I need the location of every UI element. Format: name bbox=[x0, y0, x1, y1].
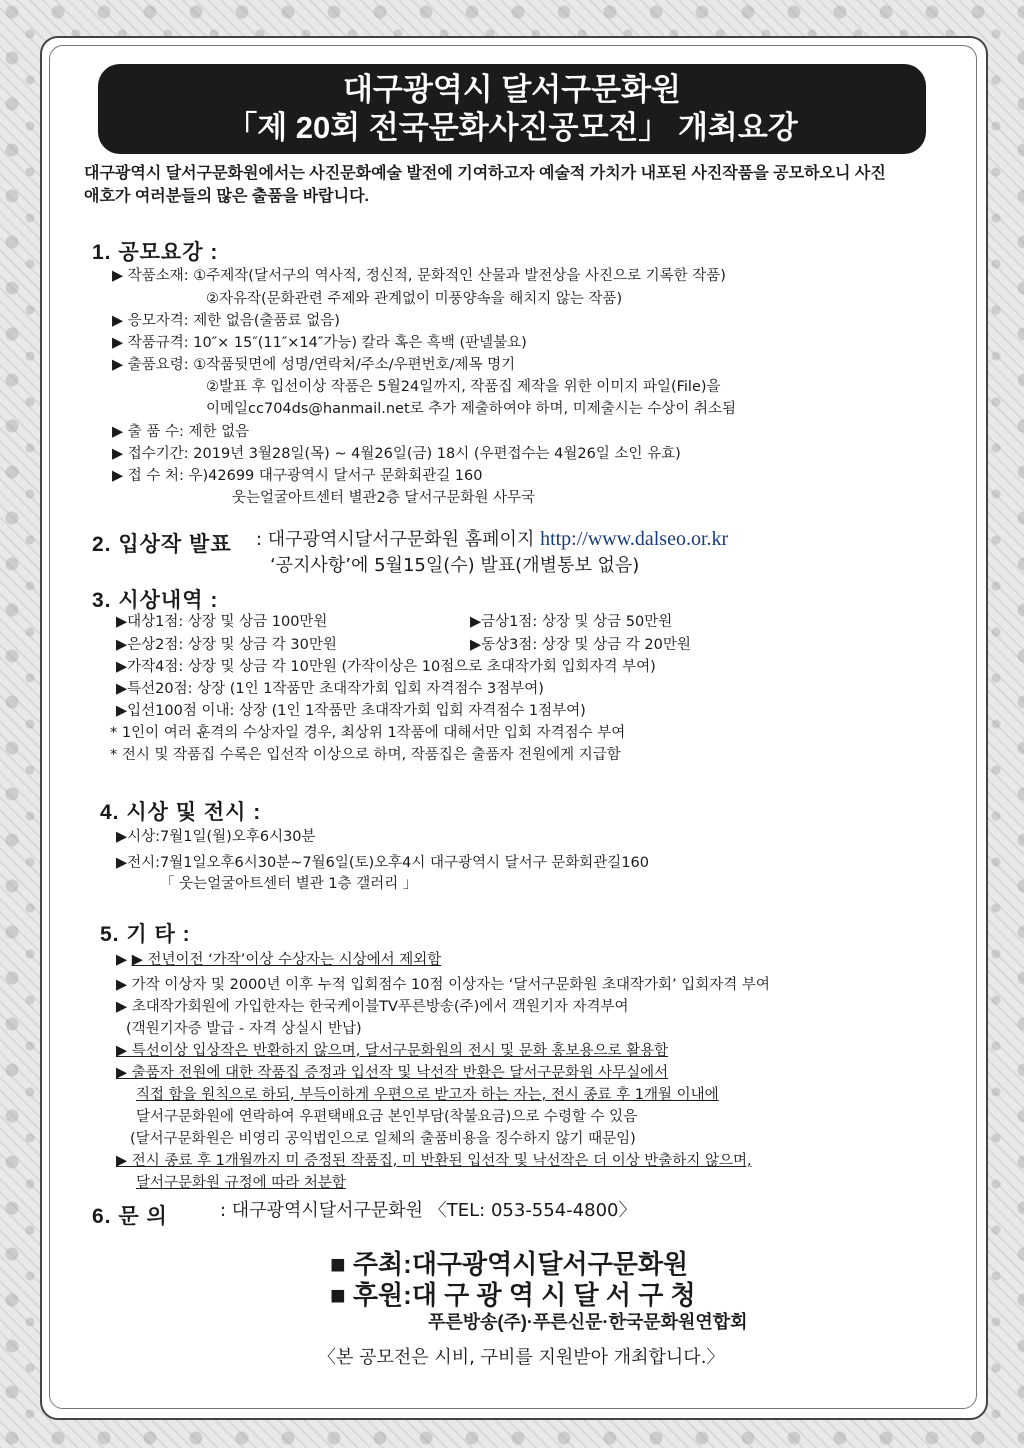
section-4-heading: 4. 시상 및 전시 : bbox=[100, 801, 262, 824]
sec1-line: ▶ 응모자격: 제한 없음(출품료 없음) bbox=[112, 313, 340, 329]
award-line: ▶가작4점: 상장 및 상금 각 10만원 (가작이상은 10점으로 초대작가회 입회자격 부여) bbox=[116, 659, 656, 675]
section-6-heading: 6. 문 의 bbox=[92, 1205, 168, 1228]
partner-line: 푸른방송(주)·푸른신문·한국문화원연합회 bbox=[428, 1312, 748, 1332]
award-note: * 전시 및 작품집 수록은 입선작 이상으로 하며, 작품집은 출품자 전원에게 지급함 bbox=[110, 747, 621, 763]
intro-paragraph bbox=[84, 162, 964, 208]
section-2-heading: 2. 입상작 발표 bbox=[92, 533, 232, 556]
sec1-line: ▶ 작품규격: 10″× 15″(11″×14″가능) 칼라 혹은 흑백 (판넬불요) bbox=[112, 335, 527, 351]
award-line: ▶대상1점: 상장 및 상금 100만원 bbox=[116, 614, 328, 630]
intro-line: 대구광역시 달서구문화원에서는 사진문화예술 발전에 기여하고자 예술적 가치가 내포된 사진작품을 공모하오니 사진 bbox=[84, 165, 886, 182]
etc-line-text: ▶ 전년이전 ‘가작’이상 수상자는 시상에서 제외함 bbox=[131, 952, 442, 968]
ceremony-line: ▶시상:7월1일(월)오후6시30분 bbox=[116, 829, 316, 845]
host-line: ■ 주최:대구광역시달서구문화원 bbox=[330, 1249, 689, 1279]
title-line-1: 대구광역시 달서구문화원 bbox=[342, 72, 682, 107]
section-1-heading: 1. 공모요강 : bbox=[92, 241, 219, 264]
etc-line: ▶ ▶ 전년이전 ‘가작’이상 수상자는 시상에서 제외함 bbox=[116, 952, 442, 968]
sec1-line: ②자유작(문화관련 주제와 관계없이 미풍양속을 해치지 않는 작품) bbox=[206, 291, 623, 307]
announce-text bbox=[256, 529, 728, 550]
sec1-line: ②발표 후 입선이상 작품은 5월24일까지, 작품집 제작을 위한 이미지 파일(File)을 bbox=[206, 379, 721, 395]
etc-line: (객원기자증 발급 - 자격 상실시 반납) bbox=[126, 1021, 362, 1037]
homepage-link[interactable]: http://www.dalseo.or.kr bbox=[540, 528, 729, 550]
sec1-line: ▶ 작품소재: ①주제작(달서구의 역사적, 정신적, 문화적인 산물과 발전상을 사진으로 기록한 작품) bbox=[112, 268, 726, 284]
sec1-line: 웃는얼굴아트센터 별관2층 달서구문화원 사무국 bbox=[232, 490, 536, 506]
sec1-line: ▶ 접수기간: 2019년 3월28일(목) ~ 4월26일(금) 18시 (우편접수는 4월26일 소인 유효) bbox=[112, 446, 681, 462]
contact-text: : 대구광역시달서구문화원 〈TEL: 053-554-4800〉 bbox=[220, 1200, 637, 1221]
award-line: ▶동상3점: 상장 및 상금 각 20만원 bbox=[470, 637, 691, 653]
sponsor-line: ■ 후원:대 구 광 역 시 달 서 구 청 bbox=[330, 1280, 696, 1310]
etc-line: ▶ 전시 종료 후 1개월까지 미 증정된 작품집, 미 반환된 입선작 및 낙선작은 더 이상 반출하지 않으며, bbox=[116, 1153, 752, 1169]
etc-line: ▶ 출품자 전원에 대한 작품집 증정과 입선작 및 낙선작 반환은 달서구문화원 사무실에서 bbox=[116, 1065, 669, 1081]
sec1-line: ▶ 출 품 수: 제한 없음 bbox=[112, 424, 250, 440]
section-3-heading: 3. 시상내역 : bbox=[92, 589, 219, 612]
etc-line: 달서구문화원 규정에 따라 처분함 bbox=[136, 1175, 346, 1191]
etc-line: 달서구문화원에 연락하여 우편택배요금 본인부담(착불요금)으로 수령할 수 있음 bbox=[136, 1109, 638, 1125]
award-note: * 1인이 여러 훈격의 수상자일 경우, 최상위 1작품에 대해서만 입회 자격점수 부여 bbox=[110, 725, 626, 741]
sec1-line: ▶ 접 수 처: 우)42699 대구광역시 달서구 문화회관길 160 bbox=[112, 468, 483, 484]
exhibition-line: ▶전시:7월1일오후6시30분~7월6일(토)오후4시 대구광역시 달서구 문화회관길160 bbox=[116, 855, 649, 871]
etc-line: ▶ 초대작가회원에 가입한자는 한국케이블TV푸른방송(주)에서 객원기자 자격부여 bbox=[116, 999, 629, 1015]
intro-line: 애호가 여러분들의 많은 출품을 바랍니다. bbox=[84, 188, 369, 205]
title-line-2: 「제 20회 전국문화사진공모전」 개최요강 bbox=[226, 110, 798, 145]
section-5-heading: 5. 기 타 : bbox=[100, 923, 191, 946]
award-line: ▶특선20점: 상장 (1인 1작품만 초대작가회 입회 자격점수 3점부여) bbox=[116, 681, 544, 697]
etc-line: (달서구문화원은 비영리 공익법인으로 일체의 출품비용을 징수하지 않기 때문임) bbox=[130, 1131, 636, 1147]
award-line: ▶금상1점: 상장 및 상금 50만원 bbox=[470, 614, 673, 630]
sec1-line: ▶ 출품요령: ①작품뒷면에 성명/연락처/주소/우편번호/제목 명기 bbox=[112, 357, 516, 373]
announce-homepage-text: : 대구광역시달서구문화원 홈페이지 bbox=[256, 529, 535, 550]
award-line: ▶은상2점: 상장 및 상금 각 30만원 bbox=[116, 637, 337, 653]
etc-line: ▶ 특선이상 입상작은 반환하지 않으며, 달서구문화원의 전시 및 문화 홍보용으로 활용함 bbox=[116, 1043, 669, 1059]
etc-line: 직접 함을 원칙으로 하되, 부득이하게 우편으로 받고자 하는 자는, 전시 종료 후 1개월 이내에 bbox=[136, 1087, 719, 1103]
etc-line: ▶ 가작 이상자 및 2000년 이후 누적 입회점수 10점 이상자는 ‘달서구문화원 초대작가회’ 입회자격 부여 bbox=[116, 977, 770, 993]
title-banner bbox=[98, 64, 926, 154]
exhibition-venue: 「 웃는얼굴아트센터 별관 1층 갤러리 」 bbox=[160, 876, 418, 892]
award-line: ▶입선100점 이내: 상장 (1인 1작품만 초대작가회 입회 자격점수 1점부여) bbox=[116, 703, 586, 719]
sec1-line: 이메일cc704ds@hanmail.net로 추가 제출하여야 하며, 미제출시는 수상이 취소됨 bbox=[206, 401, 737, 417]
announce-notice: ‘공지사항’에 5월15일(수) 발표(개별통보 없음) bbox=[270, 555, 640, 576]
footer-note: 〈본 공모전은 시비, 구비를 지원받아 개최합니다.〉 bbox=[318, 1347, 725, 1368]
